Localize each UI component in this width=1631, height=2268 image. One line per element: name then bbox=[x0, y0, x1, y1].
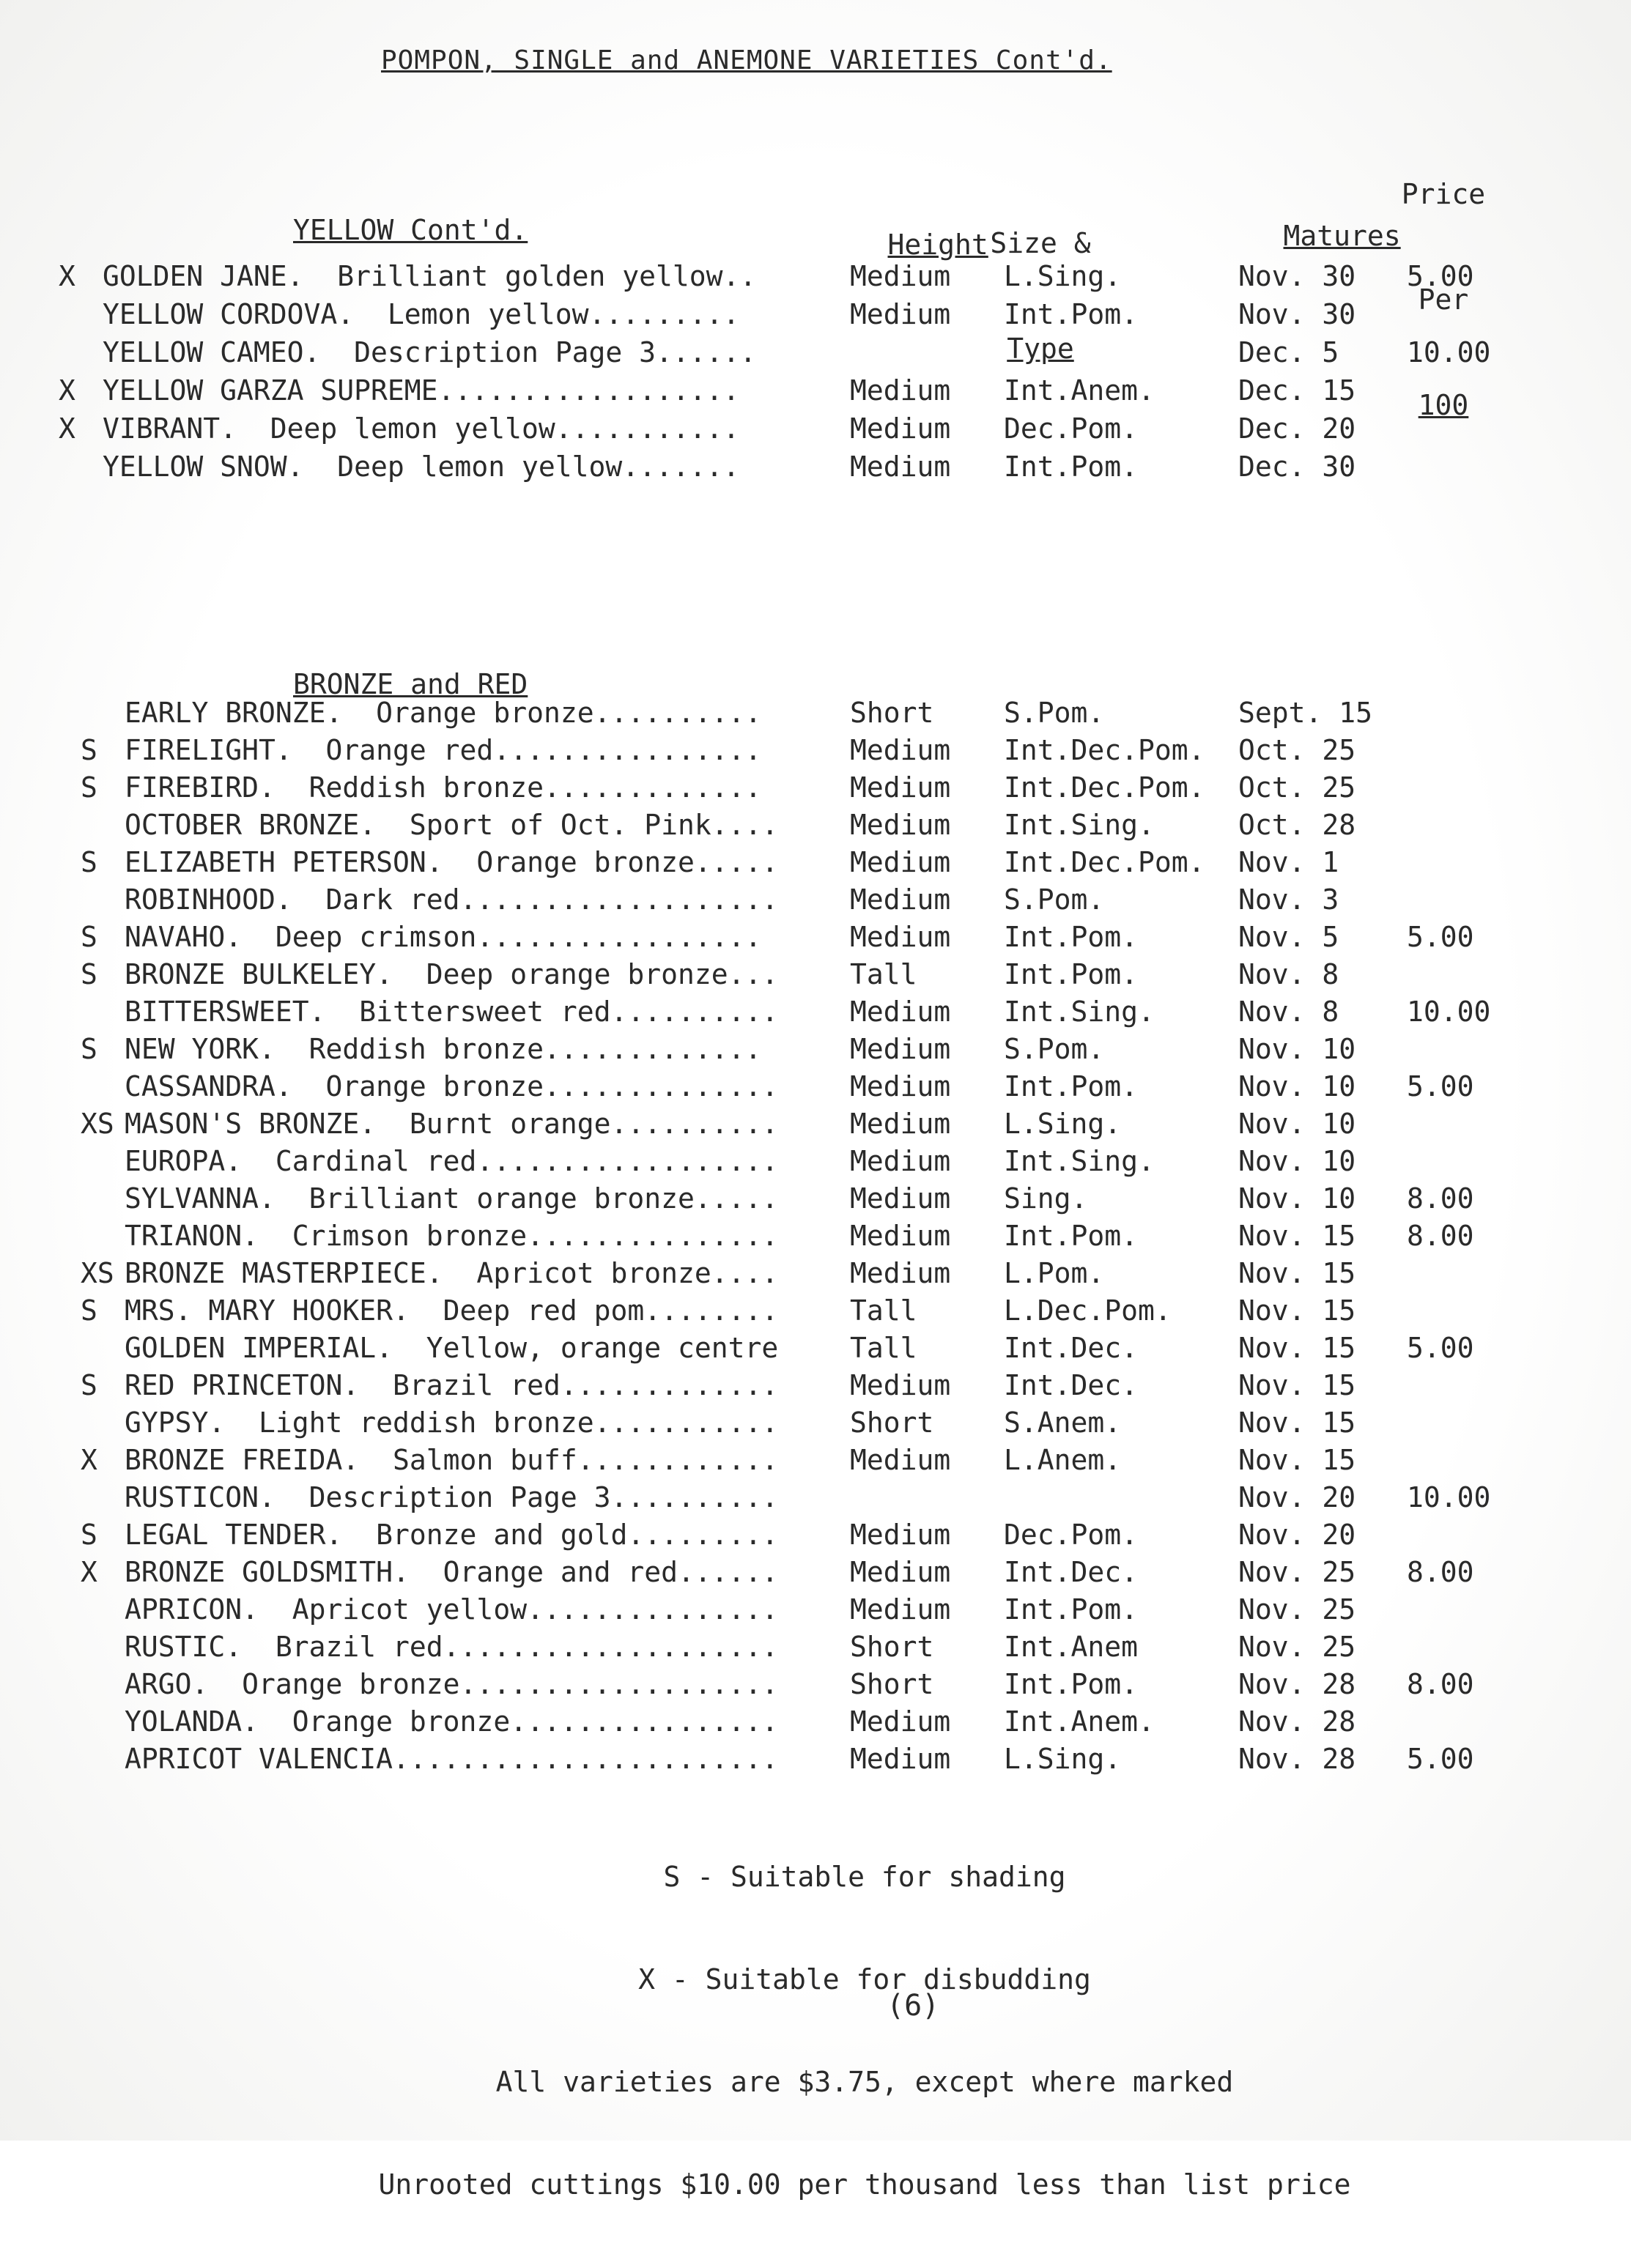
variety-name: TRIANON. Crimson bronze............... bbox=[125, 1220, 779, 1252]
variety-matures: Nov. 8 bbox=[1238, 996, 1339, 1028]
variety-height: Medium bbox=[850, 1593, 951, 1626]
variety-matures: Nov. 25 bbox=[1238, 1593, 1356, 1626]
variety-matures: Dec. 15 bbox=[1238, 374, 1356, 407]
page-title: POMPON, SINGLE and ANEMONE VARIETIES Cont'd. bbox=[381, 45, 1112, 75]
variety-height: Medium bbox=[850, 1070, 951, 1102]
variety-height: Short bbox=[850, 697, 934, 729]
variety-height: Medium bbox=[850, 298, 951, 330]
variety-name: APRICOT VALENCIA....................... bbox=[125, 1743, 779, 1775]
header-100-label: 100 bbox=[1418, 389, 1469, 421]
variety-name: VIBRANT. Deep lemon yellow........... bbox=[103, 412, 740, 445]
variety-matures: Nov. 15 bbox=[1238, 1444, 1356, 1476]
variety-height: Tall bbox=[850, 1294, 917, 1327]
variety-matures: Nov. 20 bbox=[1238, 1481, 1356, 1513]
variety-height: Medium bbox=[850, 1444, 951, 1476]
variety-name: RUSTICON. Description Page 3.......... bbox=[125, 1481, 779, 1513]
variety-name: NEW YORK. Reddish bronze............. bbox=[125, 1033, 762, 1065]
variety-height: Medium bbox=[850, 1705, 951, 1738]
variety-price: 5.00 bbox=[1407, 921, 1474, 953]
variety-row bbox=[81, 1404, 1539, 1441]
variety-mark: S bbox=[81, 921, 97, 953]
variety-row bbox=[81, 1143, 1539, 1179]
variety-matures: Nov. 3 bbox=[1238, 883, 1339, 916]
variety-row bbox=[81, 993, 1539, 1030]
variety-row bbox=[81, 1628, 1539, 1665]
variety-size-type: S.Pom. bbox=[1004, 883, 1105, 916]
variety-mark: S bbox=[81, 734, 97, 766]
variety-name: RUSTIC. Brazil red.................... bbox=[125, 1631, 779, 1663]
variety-name: YELLOW CORDOVA. Lemon yellow......... bbox=[103, 298, 740, 330]
variety-row bbox=[81, 1591, 1539, 1628]
variety-row bbox=[81, 1703, 1539, 1740]
variety-size-type: Int.Pom. bbox=[1004, 298, 1139, 330]
variety-name: APRICON. Apricot yellow............... bbox=[125, 1593, 779, 1626]
variety-name: YELLOW CAMEO. Description Page 3...... bbox=[103, 336, 757, 368]
variety-height: Medium bbox=[850, 1145, 951, 1177]
variety-matures: Nov. 15 bbox=[1238, 1220, 1356, 1252]
variety-matures: Nov. 1 bbox=[1238, 846, 1339, 878]
variety-matures: Oct. 28 bbox=[1238, 809, 1356, 841]
variety-mark: XS bbox=[81, 1108, 114, 1140]
note-unrooted: Unrooted cuttings $10.00 per thousand less than list price bbox=[378, 2168, 1351, 2201]
variety-name: MASON'S BRONZE. Burnt orange.......... bbox=[125, 1108, 779, 1140]
variety-matures: Nov. 25 bbox=[1238, 1556, 1356, 1588]
variety-height: Medium bbox=[850, 771, 951, 804]
variety-row bbox=[81, 1479, 1539, 1516]
variety-matures: Nov. 10 bbox=[1238, 1108, 1356, 1140]
variety-matures: Nov. 5 bbox=[1238, 921, 1339, 953]
variety-row bbox=[81, 1741, 1539, 1777]
variety-size-type: L.Sing. bbox=[1004, 1108, 1122, 1140]
variety-size-type: S.Pom. bbox=[1004, 697, 1105, 729]
variety-height: Medium bbox=[850, 1033, 951, 1065]
variety-size-type: L.Pom. bbox=[1004, 1257, 1105, 1289]
variety-size-type: Int.Pom. bbox=[1004, 1593, 1139, 1626]
variety-name: BRONZE MASTERPIECE. Apricot bronze.... bbox=[125, 1257, 779, 1289]
header-matures-label: Matures bbox=[1283, 220, 1401, 252]
variety-matures: Nov. 30 bbox=[1238, 298, 1356, 330]
header-type-label: Type bbox=[1007, 333, 1074, 365]
header-size-label: Size & bbox=[990, 227, 1091, 259]
variety-name: RED PRINCETON. Brazil red............. bbox=[125, 1369, 779, 1401]
variety-matures: Nov. 15 bbox=[1238, 1332, 1356, 1364]
variety-name: EARLY BRONZE. Orange bronze.......... bbox=[125, 697, 762, 729]
variety-row bbox=[81, 919, 1539, 955]
variety-height: Tall bbox=[850, 958, 917, 990]
variety-mark: X bbox=[59, 374, 75, 407]
variety-row bbox=[81, 1031, 1539, 1067]
variety-height: Medium bbox=[850, 921, 951, 953]
variety-height: Medium bbox=[850, 1743, 951, 1775]
variety-row bbox=[81, 1367, 1539, 1404]
variety-size-type: Int.Pom. bbox=[1004, 1070, 1139, 1102]
variety-mark: S bbox=[81, 958, 97, 990]
variety-height: Medium bbox=[850, 883, 951, 916]
variety-price: 5.00 bbox=[1407, 1332, 1474, 1364]
variety-name: BRONZE BULKELEY. Deep orange bronze... bbox=[125, 958, 779, 990]
variety-row bbox=[81, 1068, 1539, 1105]
variety-height: Medium bbox=[850, 1519, 951, 1551]
variety-size-type: Int.Dec.Pom. bbox=[1004, 734, 1205, 766]
variety-row bbox=[81, 1292, 1539, 1329]
variety-row bbox=[81, 1442, 1539, 1478]
variety-height: Short bbox=[850, 1668, 934, 1700]
variety-size-type: Sing. bbox=[1004, 1182, 1088, 1215]
variety-mark: XS bbox=[81, 1257, 114, 1289]
variety-row bbox=[81, 1218, 1539, 1254]
header-price-label: Price bbox=[1401, 178, 1486, 210]
variety-name: GOLDEN JANE. Brilliant golden yellow.. bbox=[103, 260, 757, 292]
variety-size-type: Int.Dec. bbox=[1004, 1332, 1139, 1364]
variety-size-type: Dec.Pom. bbox=[1004, 1519, 1139, 1551]
variety-name: MRS. MARY HOOKER. Deep red pom........ bbox=[125, 1294, 779, 1327]
variety-size-type: Int.Pom. bbox=[1004, 1220, 1139, 1252]
note-shading: S - Suitable for shading bbox=[663, 1861, 1066, 1893]
variety-height: Medium bbox=[850, 260, 951, 292]
variety-name: ELIZABETH PETERSON. Orange bronze..... bbox=[125, 846, 779, 878]
variety-matures: Nov. 10 bbox=[1238, 1070, 1356, 1102]
variety-price: 10.00 bbox=[1407, 336, 1491, 368]
variety-name: FIRELIGHT. Orange red................ bbox=[125, 734, 762, 766]
variety-size-type: Int.Dec.Pom. bbox=[1004, 846, 1205, 878]
variety-size-type: Int.Pom. bbox=[1004, 451, 1139, 483]
variety-name: BRONZE GOLDSMITH. Orange and red...... bbox=[125, 1556, 779, 1588]
variety-price: 8.00 bbox=[1407, 1556, 1474, 1588]
variety-mark: X bbox=[59, 412, 75, 445]
variety-row bbox=[81, 769, 1539, 806]
variety-size-type: Int.Pom. bbox=[1004, 921, 1139, 953]
variety-name: BITTERSWEET. Bittersweet red.......... bbox=[125, 996, 779, 1028]
variety-size-type: Dec.Pom. bbox=[1004, 412, 1139, 445]
variety-matures: Nov. 15 bbox=[1238, 1407, 1356, 1439]
variety-size-type: Int.Sing. bbox=[1004, 996, 1155, 1028]
variety-mark: X bbox=[81, 1444, 97, 1476]
variety-size-type: Int.Anem. bbox=[1004, 1705, 1155, 1738]
variety-price: 8.00 bbox=[1407, 1182, 1474, 1215]
variety-size-type: Int.Pom. bbox=[1004, 1668, 1139, 1700]
variety-row bbox=[81, 844, 1539, 881]
variety-row bbox=[81, 1105, 1539, 1142]
variety-matures: Nov. 28 bbox=[1238, 1705, 1356, 1738]
variety-matures: Nov. 20 bbox=[1238, 1519, 1356, 1551]
variety-row bbox=[59, 296, 1539, 333]
variety-row bbox=[59, 258, 1539, 294]
variety-size-type: L.Anem. bbox=[1004, 1444, 1122, 1476]
variety-matures: Nov. 28 bbox=[1238, 1743, 1356, 1775]
variety-row bbox=[81, 1666, 1539, 1702]
variety-matures: Nov. 28 bbox=[1238, 1668, 1356, 1700]
variety-row bbox=[81, 1330, 1539, 1366]
variety-matures: Nov. 15 bbox=[1238, 1257, 1356, 1289]
variety-size-type: Int.Anem bbox=[1004, 1631, 1139, 1663]
variety-mark: S bbox=[81, 1519, 97, 1551]
variety-mark: X bbox=[81, 1556, 97, 1588]
variety-row bbox=[81, 807, 1539, 843]
variety-row bbox=[59, 372, 1539, 409]
variety-name: FIREBIRD. Reddish bronze............. bbox=[125, 771, 762, 804]
variety-price: 5.00 bbox=[1407, 1743, 1474, 1775]
variety-size-type: S.Pom. bbox=[1004, 1033, 1105, 1065]
variety-matures: Nov. 15 bbox=[1238, 1369, 1356, 1401]
variety-row bbox=[81, 732, 1539, 768]
variety-name: GYPSY. Light reddish bronze........... bbox=[125, 1407, 779, 1439]
variety-price: 10.00 bbox=[1407, 1481, 1491, 1513]
variety-name: ROBINHOOD. Dark red................... bbox=[125, 883, 779, 916]
variety-matures: Dec. 5 bbox=[1238, 336, 1339, 368]
note-price: All varieties are $3.75, except where marked bbox=[495, 2066, 1234, 2098]
variety-matures: Dec. 20 bbox=[1238, 412, 1356, 445]
variety-row bbox=[81, 694, 1539, 731]
variety-height: Medium bbox=[850, 846, 951, 878]
variety-height: Short bbox=[850, 1407, 934, 1439]
variety-row bbox=[81, 1255, 1539, 1292]
header-height-label: Height bbox=[887, 229, 988, 261]
variety-size-type: Int.Dec.Pom. bbox=[1004, 771, 1205, 804]
variety-matures: Nov. 25 bbox=[1238, 1631, 1356, 1663]
variety-height: Medium bbox=[850, 1108, 951, 1140]
variety-mark: S bbox=[81, 1294, 97, 1327]
variety-row bbox=[81, 1516, 1539, 1553]
variety-height: Medium bbox=[850, 996, 951, 1028]
variety-height: Medium bbox=[850, 451, 951, 483]
variety-name: YELLOW GARZA SUPREME.................. bbox=[103, 374, 740, 407]
variety-price: 10.00 bbox=[1407, 996, 1491, 1028]
variety-height: Medium bbox=[850, 1556, 951, 1588]
variety-mark: S bbox=[81, 1369, 97, 1401]
legend-notes bbox=[278, 1793, 1451, 2268]
variety-height: Medium bbox=[850, 412, 951, 445]
variety-mark: S bbox=[81, 771, 97, 804]
variety-price: 8.00 bbox=[1407, 1220, 1474, 1252]
variety-row bbox=[59, 448, 1539, 485]
variety-mark: S bbox=[81, 1033, 97, 1065]
variety-name: SYLVANNA. Brilliant orange bronze..... bbox=[125, 1182, 779, 1215]
variety-matures: Nov. 30 bbox=[1238, 260, 1356, 292]
variety-mark: S bbox=[81, 846, 97, 878]
variety-price: 5.00 bbox=[1407, 260, 1474, 292]
variety-size-type: L.Sing. bbox=[1004, 1743, 1122, 1775]
variety-height: Medium bbox=[850, 1257, 951, 1289]
variety-name: YOLANDA. Orange bronze................ bbox=[125, 1705, 779, 1738]
variety-mark: X bbox=[59, 260, 75, 292]
variety-matures: Nov. 15 bbox=[1238, 1294, 1356, 1327]
section-title-yellow: YELLOW Cont'd. bbox=[293, 214, 528, 246]
variety-matures: Nov. 8 bbox=[1238, 958, 1339, 990]
variety-name: OCTOBER BRONZE. Sport of Oct. Pink.... bbox=[125, 809, 779, 841]
variety-matures: Oct. 25 bbox=[1238, 771, 1356, 804]
variety-size-type: L.Sing. bbox=[1004, 260, 1122, 292]
variety-height: Medium bbox=[850, 374, 951, 407]
variety-size-type: Int.Anem. bbox=[1004, 374, 1155, 407]
variety-name: NAVAHO. Deep crimson................. bbox=[125, 921, 762, 953]
variety-size-type: S.Anem. bbox=[1004, 1407, 1122, 1439]
note-disbudding: X - Suitable for disbudding bbox=[638, 1963, 1091, 1995]
variety-name: YELLOW SNOW. Deep lemon yellow....... bbox=[103, 451, 740, 483]
variety-row bbox=[81, 1180, 1539, 1217]
variety-height: Tall bbox=[850, 1332, 917, 1364]
variety-name: BRONZE FREIDA. Salmon buff............ bbox=[125, 1444, 779, 1476]
variety-size-type: Int.Pom. bbox=[1004, 958, 1139, 990]
variety-size-type: Int.Sing. bbox=[1004, 809, 1155, 841]
variety-row bbox=[81, 1554, 1539, 1590]
variety-matures: Nov. 10 bbox=[1238, 1145, 1356, 1177]
variety-height: Short bbox=[850, 1631, 934, 1663]
variety-size-type: Int.Dec. bbox=[1004, 1556, 1139, 1588]
variety-row bbox=[81, 881, 1539, 918]
variety-name: CASSANDRA. Orange bronze.............. bbox=[125, 1070, 779, 1102]
variety-matures: Sept. 15 bbox=[1238, 697, 1373, 729]
variety-matures: Oct. 25 bbox=[1238, 734, 1356, 766]
variety-size-type: Int.Dec. bbox=[1004, 1369, 1139, 1401]
variety-size-type: L.Dec.Pom. bbox=[1004, 1294, 1172, 1327]
variety-height: Medium bbox=[850, 1369, 951, 1401]
variety-row bbox=[81, 956, 1539, 993]
variety-height: Medium bbox=[850, 1220, 951, 1252]
variety-height: Medium bbox=[850, 809, 951, 841]
variety-name: LEGAL TENDER. Bronze and gold......... bbox=[125, 1519, 779, 1551]
variety-height: Medium bbox=[850, 1182, 951, 1215]
variety-matures: Nov. 10 bbox=[1238, 1182, 1356, 1215]
variety-name: GOLDEN IMPERIAL. Yellow, orange centre bbox=[125, 1332, 779, 1364]
header-per-label: Per bbox=[1418, 284, 1469, 316]
page-number: (6) bbox=[887, 1989, 940, 2023]
variety-name: ARGO. Orange bronze................... bbox=[125, 1668, 779, 1700]
variety-price: 5.00 bbox=[1407, 1070, 1474, 1102]
variety-matures: Dec. 30 bbox=[1238, 451, 1356, 483]
section-title-bronze: BRONZE and RED bbox=[293, 668, 528, 700]
variety-row bbox=[59, 334, 1539, 371]
variety-matures: Nov. 10 bbox=[1238, 1033, 1356, 1065]
variety-price: 8.00 bbox=[1407, 1668, 1474, 1700]
variety-height: Medium bbox=[850, 734, 951, 766]
variety-name: EUROPA. Cardinal red.................. bbox=[125, 1145, 779, 1177]
variety-row bbox=[59, 410, 1539, 447]
variety-size-type: Int.Sing. bbox=[1004, 1145, 1155, 1177]
